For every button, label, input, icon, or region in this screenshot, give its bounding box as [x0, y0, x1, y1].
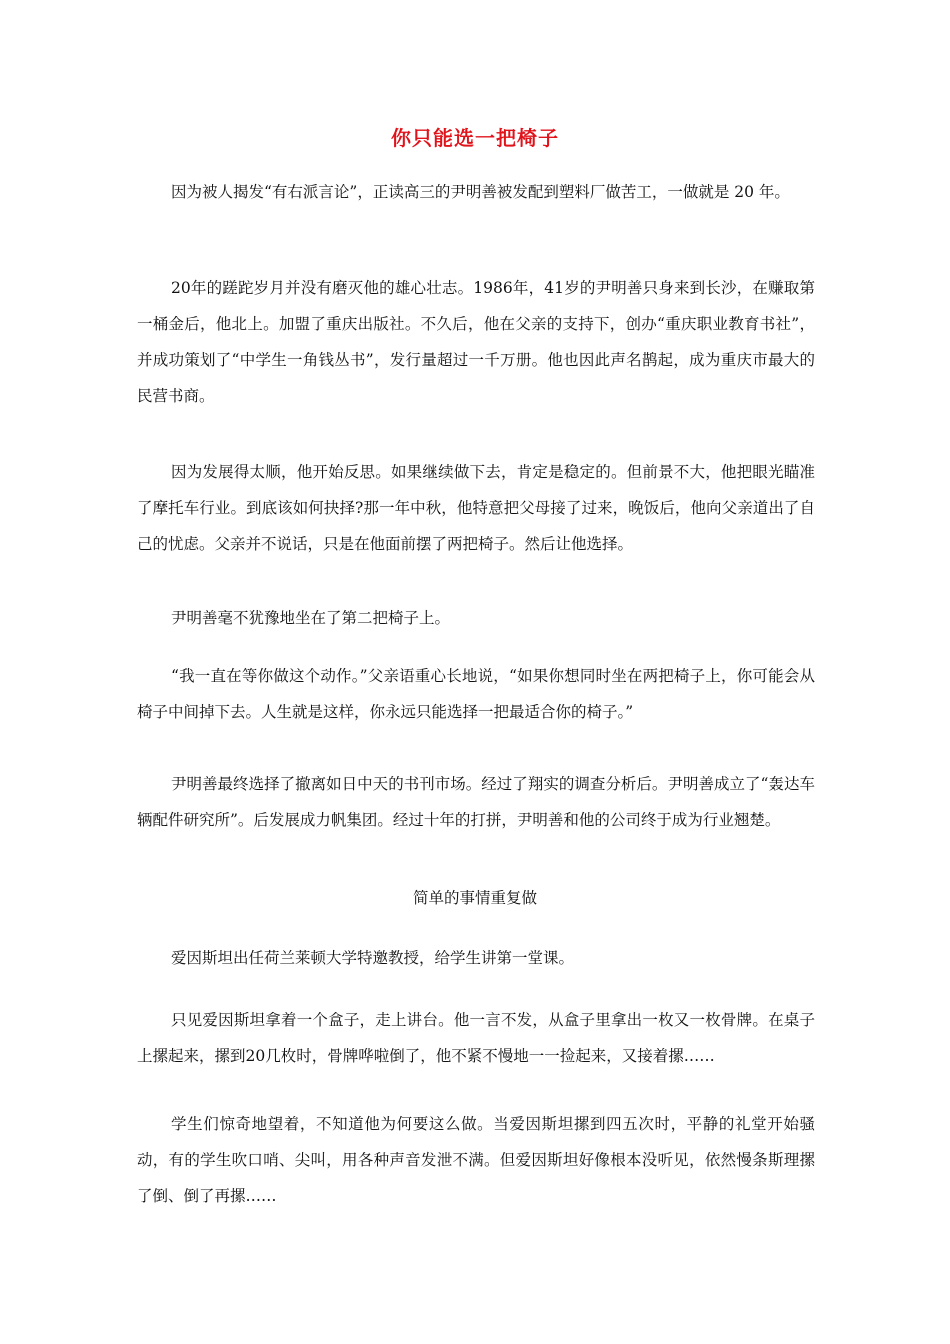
section2-paragraph-1: 爱因斯坦出任荷兰莱顿大学特邀教授，给学生讲第一堂课。 [171, 949, 575, 967]
paragraph-3: 因为发展得太顺，他开始反思。如果继续做下去，肯定是稳定的。但前景不大，他把眼光瞄准了摩托车行业。到底该如何抉择?那一年中秋，他特意把父母接了过来，晚饭后，他向父亲道出了自己的忧虑。父亲并不说话，只是在他面前摆了两把椅子。然后让他选择。 [137, 463, 815, 553]
paragraph-5: “我一直在等你做这个动作。”父亲语重心长地说，“如果你想同时坐在两把椅子上，你可能会从椅子中间掉下去。人生就是这样，你永远只能选择一把最适合你的椅子。” [137, 667, 815, 721]
page-title: 你只能选一把椅子 [391, 126, 559, 150]
section2-paragraph-3: 学生们惊奇地望着，不知道他为何要这么做。当爱因斯坦摞到四五次时，平静的礼堂开始骚动，有的学生吹口哨、尖叫，用各种声音发泄不满。但爱因斯坦好像根本没听见，依然慢条斯理摞了倒、倒了再摞…… [137, 1115, 815, 1205]
paragraph-1: 因为被人揭发“有右派言论”，正读高三的尹明善被发配到塑料厂做苦工，一做就是 20 年。 [171, 183, 790, 201]
paragraph-2: 20年的蹉跎岁月并没有磨灭他的雄心壮志。1986年，41岁的尹明善只身来到长沙，在赚取第一桶金后，他北上。加盟了重庆出版社。不久后，他在父亲的支持下，创办“重庆职业教育书社”，并成功策划了“中学生一角钱丛书”，发行量超过一千万册。他也因此声名鹊起，成为重庆市最大的民营书商。 [137, 279, 815, 405]
paragraph-6: 尹明善最终选择了撤离如日中天的书刊市场。经过了翔实的调查分析后。尹明善成立了“轰达车辆配件研究所”。后发展成力帆集团。经过十年的打拼，尹明善和他的公司终于成为行业翘楚。 [137, 775, 815, 829]
section-subtitle: 简单的事情重复做 [412, 889, 537, 907]
section2-paragraph-2: 只见爱因斯坦拿着一个盒子，走上讲台。他一言不发，从盒子里拿出一枚又一枚骨牌。在桌子上摞起来，摞到20几枚时，骨牌哗啦倒了，他不紧不慢地一一捡起来，又接着摞…… [137, 1011, 815, 1065]
paragraph-4: 尹明善毫不犹豫地坐在了第二把椅子上。 [171, 609, 451, 627]
